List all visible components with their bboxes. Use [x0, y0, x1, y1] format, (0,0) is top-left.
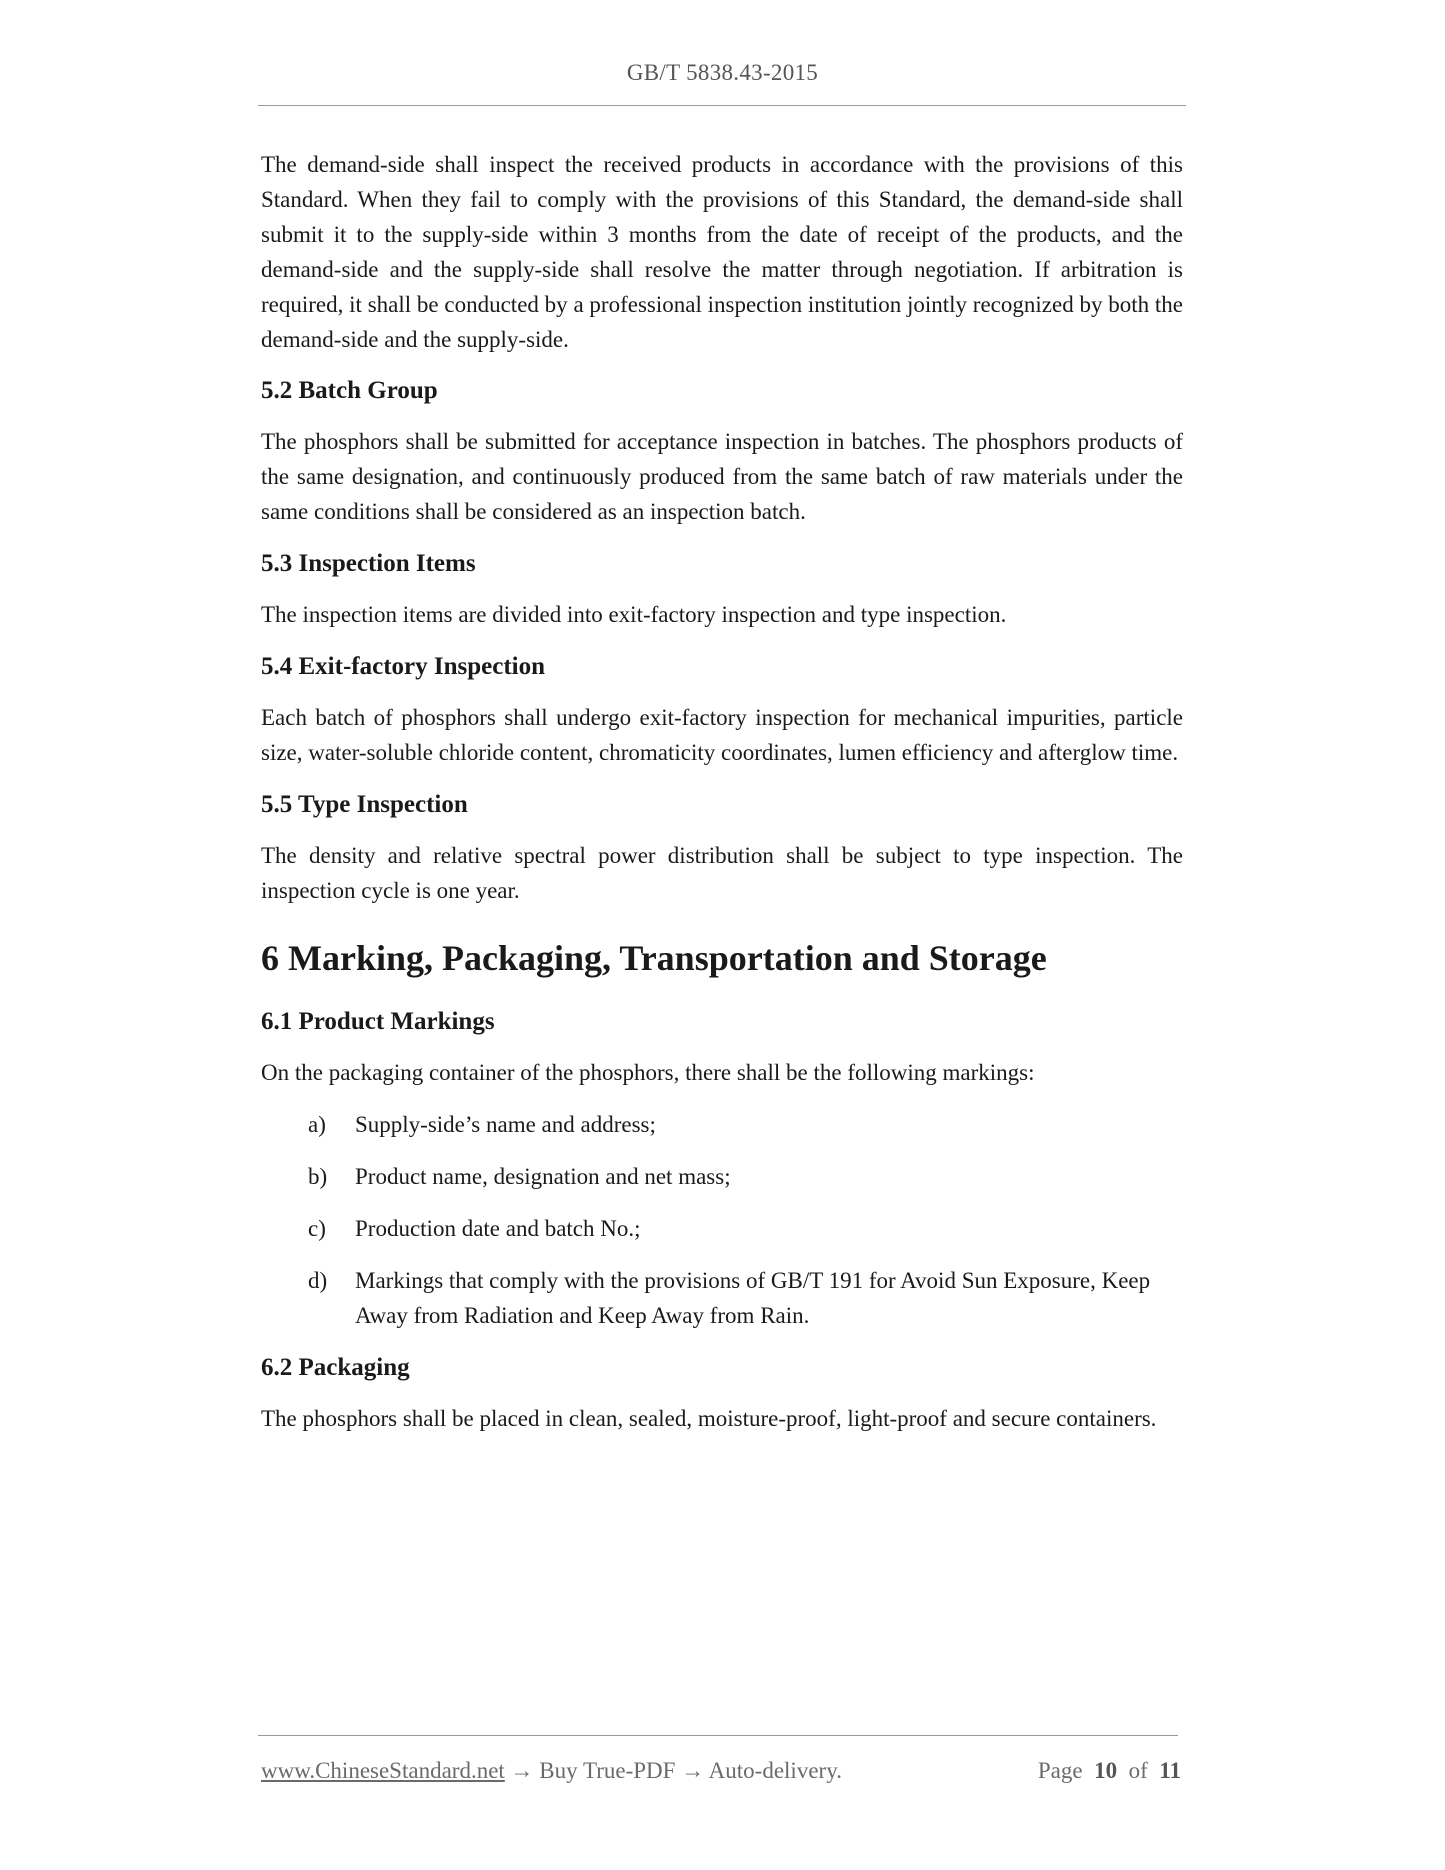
of-label: of: [1128, 1758, 1148, 1783]
section-6-1-text: On the packaging container of the phosphors, there shall be the following markings:: [261, 1060, 1035, 1085]
section-5-5-text: The density and relative spectral power distribution shall be subject to type inspection. The inspection cycle is one year.: [261, 843, 1183, 903]
list-marker: c): [308, 1216, 326, 1241]
footer-divider: [258, 1735, 1178, 1736]
header-divider: [258, 105, 1186, 106]
list-marker: a): [308, 1112, 326, 1137]
footer-promo: [261, 1756, 842, 1786]
list-item-text: Supply-side’s name and address;: [355, 1112, 656, 1137]
section-5-3-text: The inspection items are divided into exit-factory inspection and type inspection.: [261, 602, 1007, 627]
page-indicator: [1038, 1756, 1181, 1786]
running-header: GB/T 5838.43-2015: [626, 60, 819, 85]
list-item: [261, 1159, 1183, 1194]
list-item-text: Production date and batch No.;: [355, 1216, 641, 1241]
chapter-6-heading: 6 Marking, Packaging, Transportation and Storage: [261, 938, 1047, 978]
list-marker: b): [308, 1164, 328, 1189]
section-5-4-heading: 5.4 Exit-factory Inspection: [261, 653, 545, 680]
buy-text: Buy True-PDF: [539, 1758, 676, 1783]
section-5-2-text: The phosphors shall be submitted for acceptance inspection in batches. The phosphors products of the same designation, and continuously produced from the same batch of raw materials under the same conditions shall be considered as an inspection batch.: [261, 429, 1183, 524]
section-5-4-text: Each batch of phosphors shall undergo exit-factory inspection for mechanical impurities, particle size, water-soluble chloride content, chromaticity coordinates, lumen efficiency and afterglow time.: [261, 705, 1183, 765]
arrow-icon: →: [681, 1758, 705, 1783]
page-total: 11: [1159, 1758, 1181, 1783]
section-6-1-heading: 6.1 Product Markings: [261, 1008, 495, 1035]
list-item: [261, 1263, 1183, 1333]
section-5-5-heading: 5.5 Type Inspection: [261, 791, 468, 818]
page-content: [261, 147, 1183, 1436]
list-item-text: Product name, designation and net mass;: [355, 1164, 731, 1189]
list-marker: d): [308, 1268, 328, 1293]
arrow-icon: →: [510, 1758, 534, 1783]
list-item: [261, 1211, 1183, 1246]
section-6-2-heading: 6.2 Packaging: [261, 1354, 410, 1381]
section-5-3-heading: 5.3 Inspection Items: [261, 550, 476, 577]
list-item: [261, 1107, 1183, 1142]
list-item-text: Markings that comply with the provisions of GB/T 191 for Avoid Sun Exposure, Keep Away from Radiation and Keep Away from Rain.: [355, 1268, 1151, 1328]
section-5-2-heading: 5.2 Batch Group: [261, 377, 438, 404]
delivery-text: Auto-delivery.: [708, 1758, 842, 1783]
website-link[interactable]: www.ChineseStandard.net: [261, 1758, 505, 1783]
section-6-2-text: The phosphors shall be placed in clean, sealed, moisture-proof, light-proof and secure containers.: [261, 1406, 1157, 1431]
intro-paragraph: The demand-side shall inspect the received products in accordance with the provisions of this Standard. When they fail to comply with the provisions of this Standard, the demand-side shall submit it to the supply-side within 3 months from the date of receipt of the products, and the demand-side and the supply-side shall resolve the matter through negotiation. If arbitration is required, it shall be conducted by a professional inspection institution jointly recognized by both the demand-side and the supply-side.: [261, 152, 1183, 352]
page-number: 10: [1094, 1758, 1118, 1783]
page-label: Page: [1037, 1758, 1083, 1783]
